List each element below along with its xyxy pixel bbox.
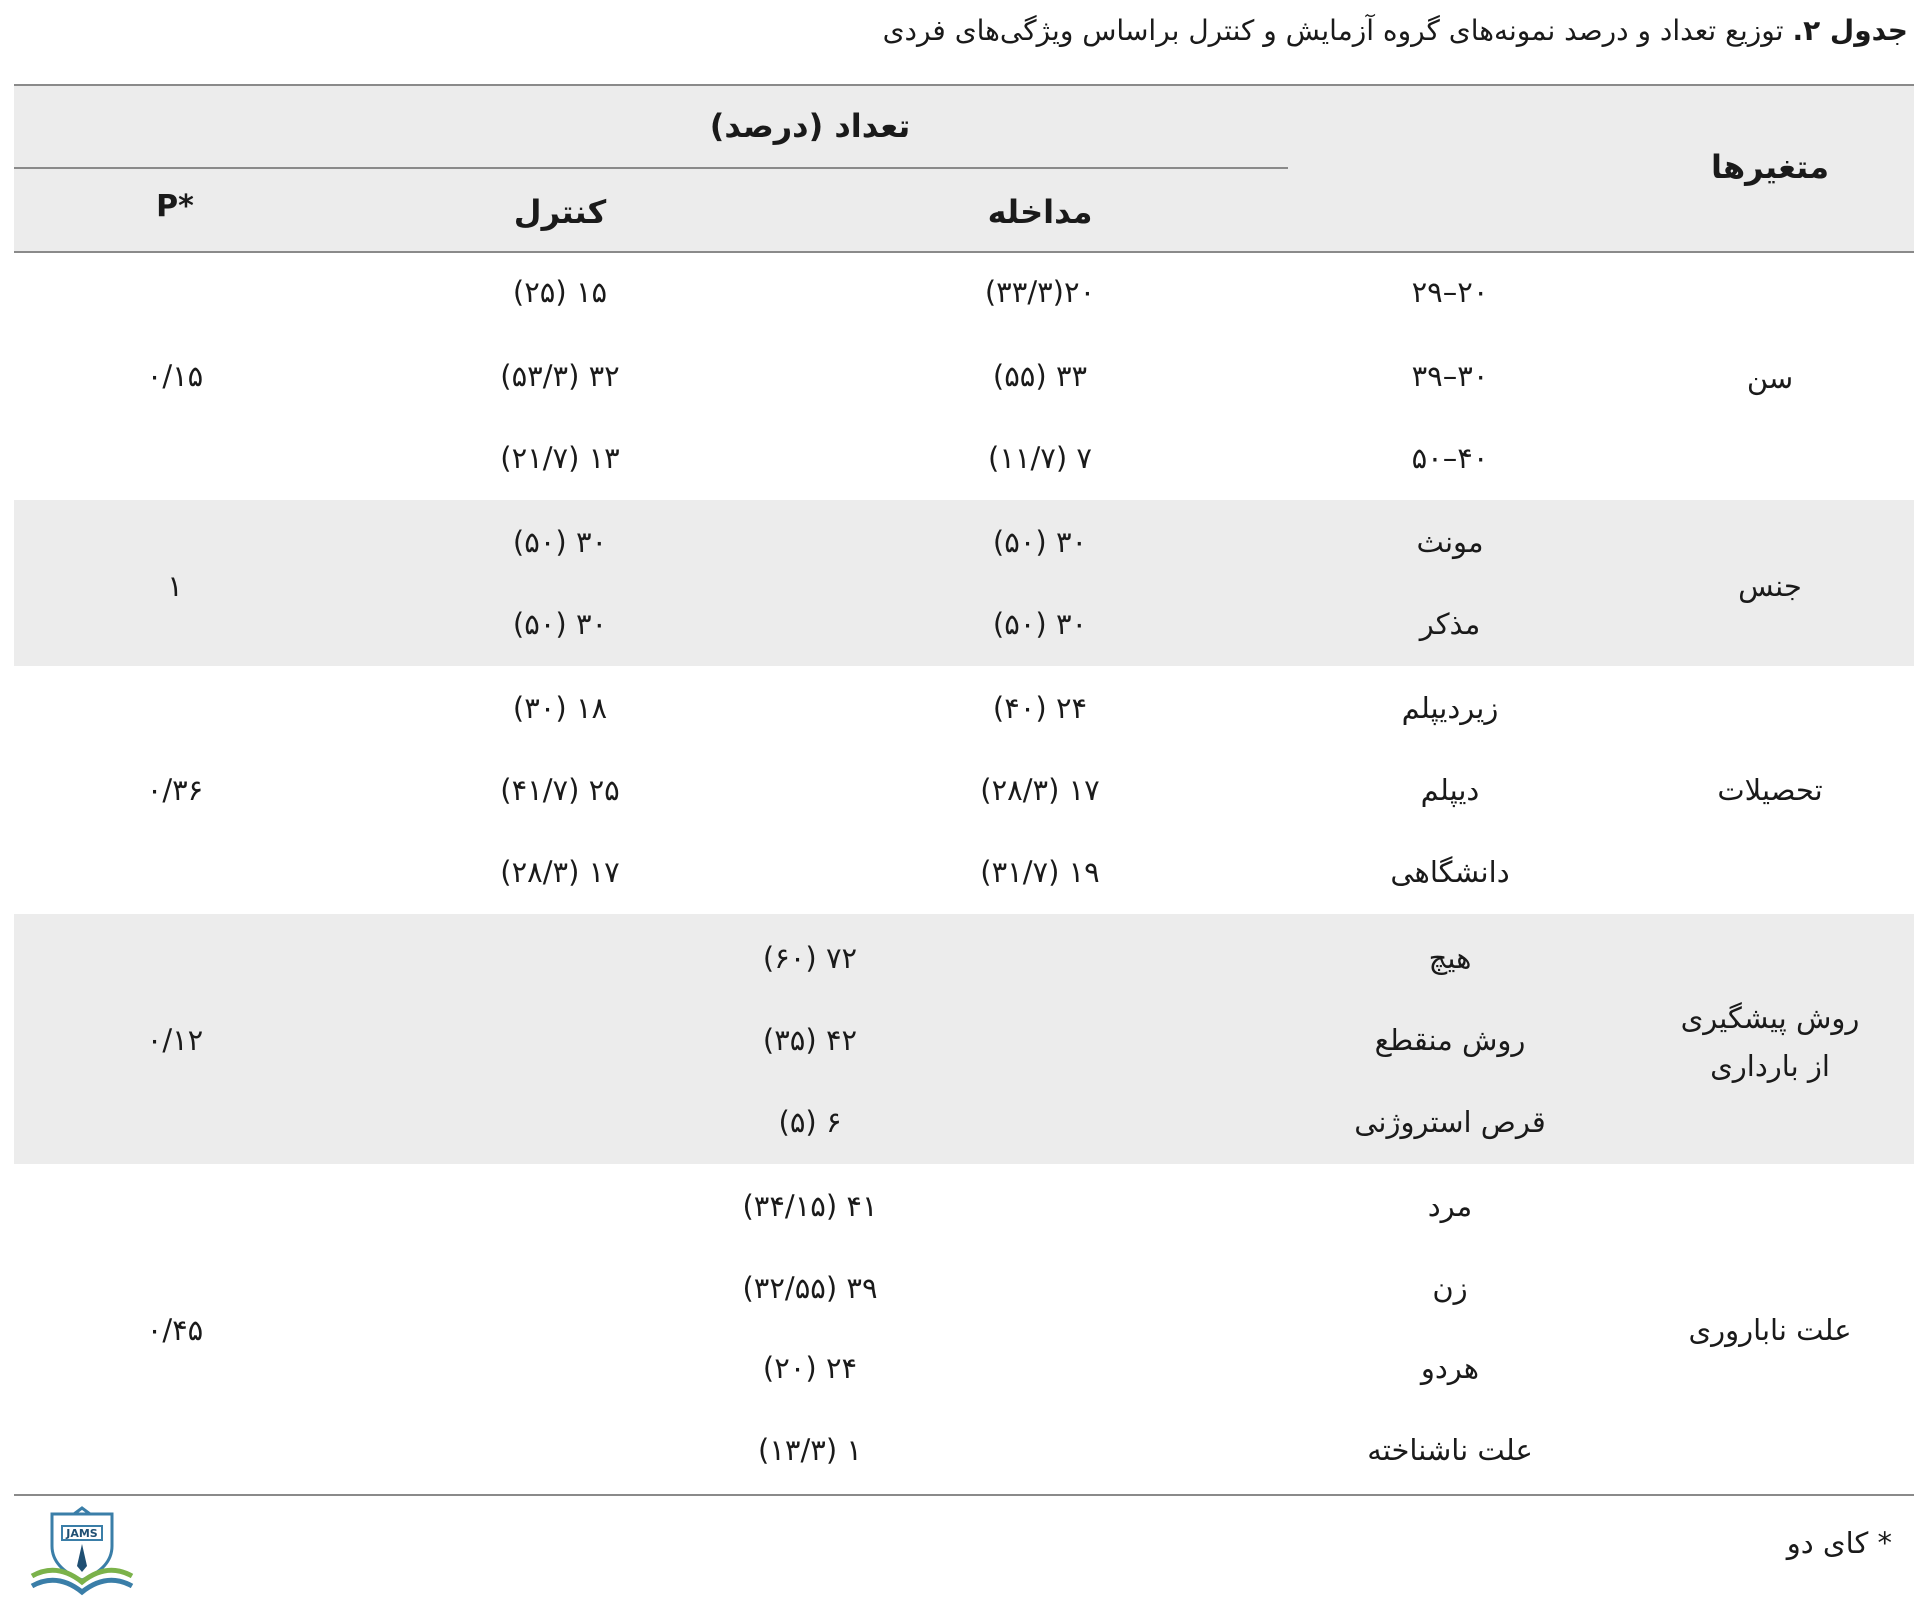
education-row-3-sub: دانشگاهی [1390, 855, 1510, 889]
header-p: P* [156, 189, 194, 224]
group-age-label: سن [1746, 361, 1794, 395]
education-row-2-intervention: ۱۷ (۲۸/۳) [980, 773, 1100, 807]
contraception-row-1-value: ۷۲ (۶۰) [762, 941, 858, 975]
header-subrule [14, 167, 1288, 169]
table-caption [883, 14, 1908, 47]
education-row-3-control: ۱۷ (۲۸/۳) [500, 855, 620, 889]
age-row-1-control: ۱۵ (۲۵) [512, 275, 608, 309]
contraception-row-1-sub: هیچ [1428, 941, 1472, 975]
gender-row-2-intervention: ۳۰ (۵۰) [992, 607, 1088, 641]
group-infertility-label: علت ناباروری [1688, 1313, 1852, 1347]
infertility-row-2-sub: زن [1432, 1271, 1468, 1305]
group-age-p: ۰/۱۵ [146, 359, 204, 393]
contraception-row-3-sub: قرص استروژنی [1354, 1105, 1546, 1139]
caption-label: جدول ۲. [1792, 14, 1908, 47]
header-variables: متغیرها [1710, 148, 1830, 186]
bottom-rule [14, 1494, 1914, 1496]
contraception-row-2-value: ۴۲ (۳۵) [762, 1023, 858, 1057]
gender-row-1-sub: مونث [1416, 525, 1484, 559]
header-bottom-rule [14, 251, 1914, 253]
group-gender-p: ۱ [167, 569, 183, 603]
education-row-1-intervention: ۲۴ (۴۰) [992, 691, 1088, 725]
age-row-2-sub: ۳۰–۳۹ [1411, 359, 1489, 393]
education-row-2-control: ۲۵ (۴۱/۷) [500, 773, 620, 807]
group-education-p: ۰/۳۶ [146, 773, 204, 807]
caption-text: توزیع تعداد و درصد نمونه‌های گروه آزمایش و کنترل براساس ویژگی‌های فردی [882, 14, 1793, 47]
group-education-label: تحصیلات [1717, 773, 1823, 807]
header-count-percent: تعداد (درصد) [709, 107, 911, 145]
infertility-row-3-sub: هردو [1420, 1351, 1480, 1385]
gender-row-1-intervention: ۳۰ (۵۰) [992, 525, 1088, 559]
group-gender-label: جنس [1738, 569, 1802, 603]
jams-logo [22, 1506, 142, 1598]
education-row-1-sub: زیردیپلم [1401, 691, 1499, 725]
age-row-2-control: ۳۲ (۵۳/۳) [500, 359, 620, 393]
age-row-3-control: ۱۳ (۲۱/۷) [500, 441, 620, 475]
gender-row-1-control: ۳۰ (۵۰) [512, 525, 608, 559]
infertility-row-1-sub: مرد [1427, 1189, 1473, 1223]
group-contraception-label-line1: روش پیشگیری [1680, 1001, 1860, 1035]
age-row-1-sub: ۲۰–۲۹ [1411, 275, 1489, 309]
group-infertility-p: ۰/۴۵ [146, 1313, 204, 1347]
education-row-1-control: ۱۸ (۳۰) [512, 691, 608, 725]
education-row-3-intervention: ۱۹ (۳۱/۷) [980, 855, 1100, 889]
infertility-row-4-sub: علت ناشناخته [1367, 1433, 1533, 1467]
footnote: * کای دو [1786, 1526, 1892, 1560]
gender-row-2-sub: مذکر [1419, 607, 1481, 641]
contraception-row-3-value: ۶ (۵) [778, 1105, 842, 1139]
svg-text:JAMS: JAMS [66, 1527, 98, 1540]
header-control: کنترل [513, 193, 607, 231]
infertility-row-3-value: ۲۴ (۲۰) [762, 1351, 858, 1385]
age-row-3-intervention: ۷ (۱۱/۷) [988, 441, 1092, 475]
group-contraception-label-line2: از بارداری [1710, 1049, 1830, 1083]
group-contraception-p: ۰/۱۲ [146, 1023, 204, 1057]
contraception-row-2-sub: روش منقطع [1374, 1023, 1526, 1057]
age-row-3-sub: ۴۰–۵۰ [1411, 441, 1489, 475]
education-row-2-sub: دیپلم [1420, 773, 1480, 807]
infertility-row-4-value: ۱ (۱۳/۳) [758, 1433, 862, 1467]
infertility-row-2-value: ۳۹ (۳۲/۵۵) [742, 1271, 878, 1305]
infertility-row-1-value: ۴۱ (۳۴/۱۵) [742, 1189, 878, 1223]
header-intervention: مداخله [987, 193, 1093, 231]
top-rule [14, 84, 1914, 86]
age-row-2-intervention: ۳۳ (۵۵) [992, 359, 1088, 393]
gender-row-2-control: ۳۰ (۵۰) [512, 607, 608, 641]
age-row-1-intervention: ۲۰(۳۳/۳) [984, 275, 1096, 309]
